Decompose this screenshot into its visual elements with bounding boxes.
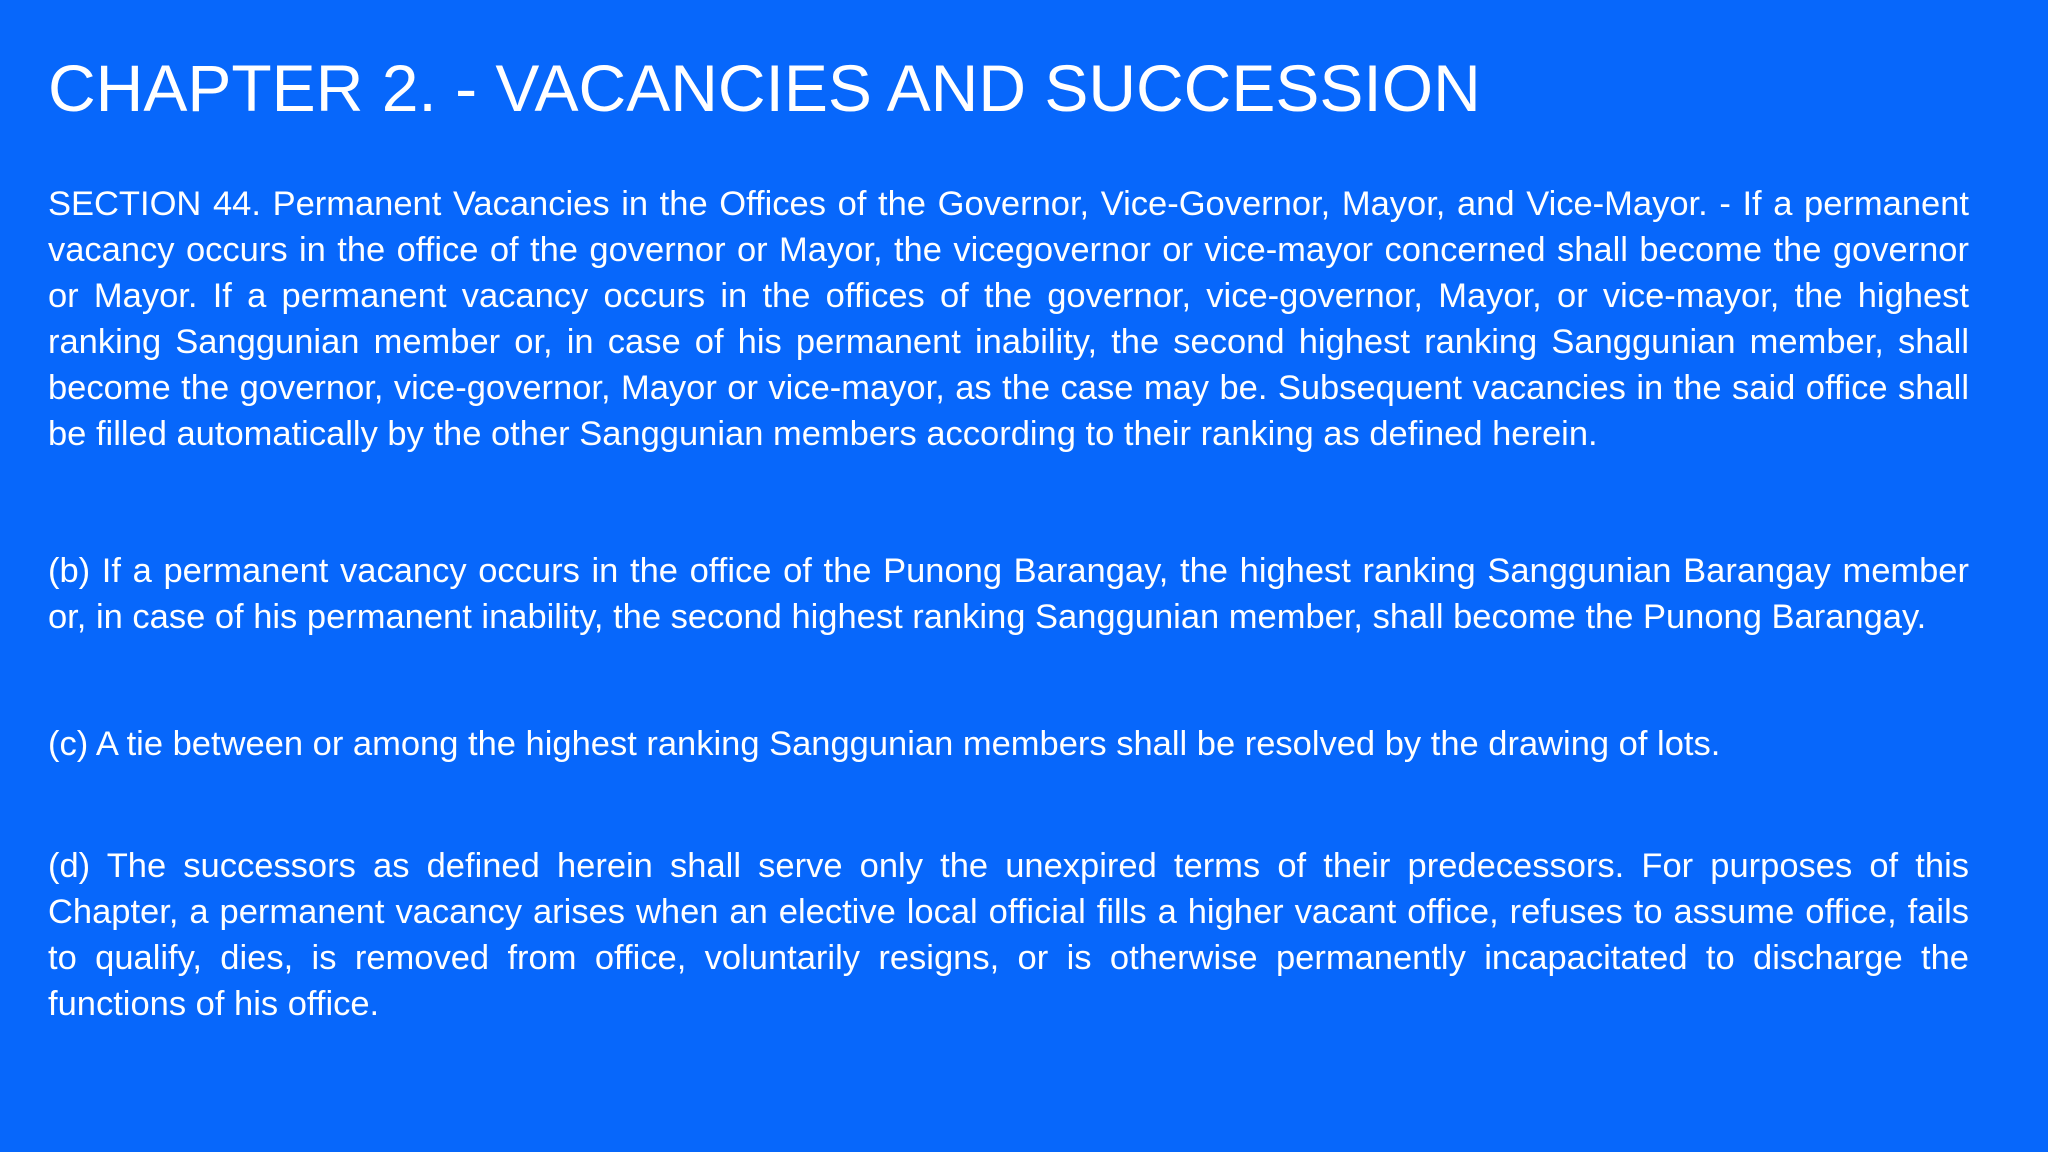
paragraph-d: (d) The successors as defined herein shall serve only the unexpired terms of their predecessors. For purposes of this Chapter, a permanent vacancy arises when an elective local official fills a higher vacant office, refuses to assume office, fails to qualify, dies, is removed from office, voluntarily resigns, or is otherwise permanently incapacitated to discharge the functions of his office. xyxy=(48,847,1969,1023)
paragraph-c: (c) A tie between or among the highest ranking Sanggunian members shall be resolved by the drawing of lots. xyxy=(48,725,1721,763)
chapter-title: CHAPTER 2. - VACANCIES AND SUCCESSION xyxy=(48,51,1481,125)
section-44-paragraph: SECTION 44. Permanent Vacancies in the Offices of the Governor, Vice-Governor, Mayor, and Vice-Mayor. - If a permanent vacancy occurs in the office of the governor or Mayor, the vicegovernor or vice-mayor concerned shall become the governor or Mayor. If a permanent vacancy occurs in the offices of the governor, vice-governor, Mayor, or vice-mayor, the highest ranking Sanggunian member or, in case of his permanent inability, the second highest ranking Sanggunian member, shall become the governor, vice-governor, Mayor or vice-mayor, as the case may be. Subsequent vacancies in the said office shall be filled automatically by the other Sanggunian members according to their ranking as defined herein. xyxy=(48,185,1969,453)
paragraph-b: (b) If a permanent vacancy occurs in the office of the Punong Barangay, the highest ranking Sanggunian Barangay member or, in case of his permanent inability, the second highest ranking Sanggunian member, shall become the Punong Barangay. xyxy=(48,552,1969,636)
